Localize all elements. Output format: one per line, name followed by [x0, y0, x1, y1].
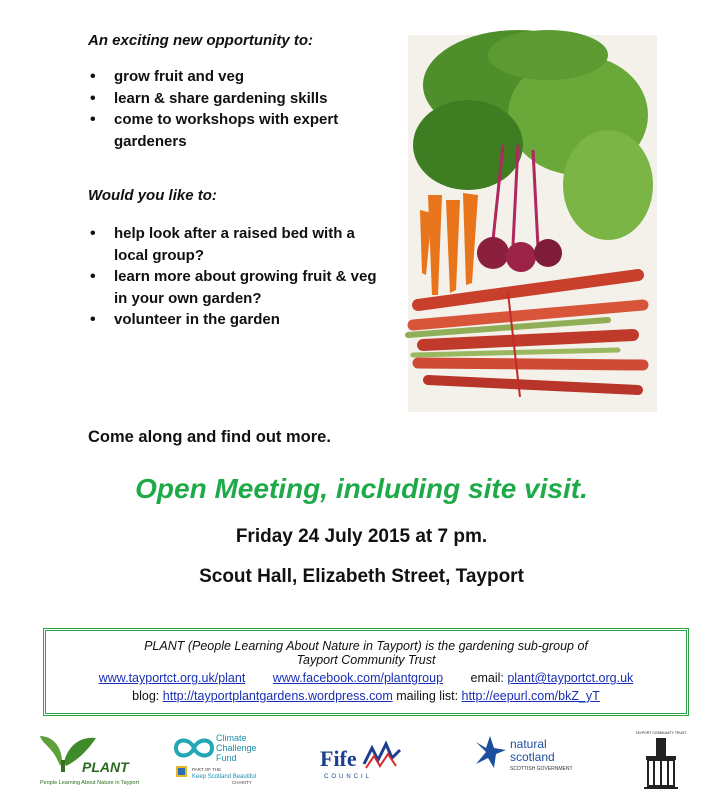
event-venue: Scout Hall, Elizabeth Street, Tayport: [199, 566, 524, 587]
info-line-2: Tayport Community Trust: [296, 653, 436, 667]
ccf-line-2: Challenge: [216, 743, 257, 753]
list-item: • learn & share gardening skills: [88, 88, 388, 110]
plant-logo-tagline: People Learning About Nature in Tayport: [40, 780, 139, 786]
contact-box: [43, 628, 689, 716]
vegetables-photo: [408, 35, 657, 412]
ccf-line-1: Climate: [216, 733, 247, 743]
ccf-sub-2: Keep Scotland Beautiful: [192, 774, 257, 780]
intro-heading: An exciting new opportunity to:: [88, 32, 313, 49]
question-heading: Would you like to:: [88, 187, 217, 204]
opportunity-list: [88, 66, 388, 152]
email-link[interactable]: plant@tayportct.org.uk: [507, 671, 634, 685]
list-item: • learn more about growing fruit & veg in your own garden?: [88, 266, 388, 309]
mailing-label: mailing list:: [396, 689, 459, 703]
natural-scotland-logo: [472, 728, 572, 790]
event-date: Friday 24 July 2015 at 7 pm.: [235, 526, 488, 547]
links-row-2: [46, 689, 686, 703]
ccf-line-3: Fund: [216, 753, 237, 763]
natscot-line-1: natural: [510, 737, 547, 751]
ccf-sub-1: PART OF THE: [192, 767, 222, 772]
natscot-sub: SCOTTISH GOVERNMENT: [510, 766, 573, 772]
blog-label: blog:: [132, 689, 160, 703]
ccf-sub-3: CHARITY: [232, 780, 252, 785]
list-item: • volunteer in the garden: [88, 309, 388, 331]
call-to-action: Come along and find out more.: [88, 428, 331, 446]
fife-logo-name: Fife: [320, 746, 357, 771]
fife-logo-sub: COUNCIL: [324, 774, 373, 780]
list-item: • come to workshops with expert gardeners: [88, 109, 388, 152]
facebook-link[interactable]: www.facebook.com/plantgroup: [272, 671, 444, 685]
mailing-list-link[interactable]: http://eepurl.com/bkZ_yT: [461, 689, 600, 703]
event-title: Open Meeting, including site visit.: [135, 473, 588, 504]
plant-logo-name: PLANT: [82, 759, 129, 775]
plant-logo: [38, 728, 139, 790]
links-row-1: [46, 671, 686, 685]
list-item: • grow fruit and veg: [88, 66, 388, 88]
blog-link[interactable]: http://tayportplantgardens.wordpress.com: [162, 689, 393, 703]
natscot-line-2: scotland: [510, 750, 555, 764]
info-line-1: PLANT (People Learning About Nature in Tayport) is the gardening sub-group of: [144, 639, 588, 653]
climate-challenge-fund-logo: [172, 728, 264, 790]
website-link[interactable]: www.tayportct.org.uk/plant: [98, 671, 246, 685]
trust-logo-text: TAYPORT COMMUNITY TRUST: [635, 731, 687, 735]
fife-council-logo: [318, 728, 404, 790]
list-item: • help look after a raised bed with a local group?: [88, 223, 388, 266]
tayport-community-trust-logo: [635, 728, 687, 790]
email-label: email:: [470, 671, 504, 685]
question-list: [88, 223, 388, 331]
